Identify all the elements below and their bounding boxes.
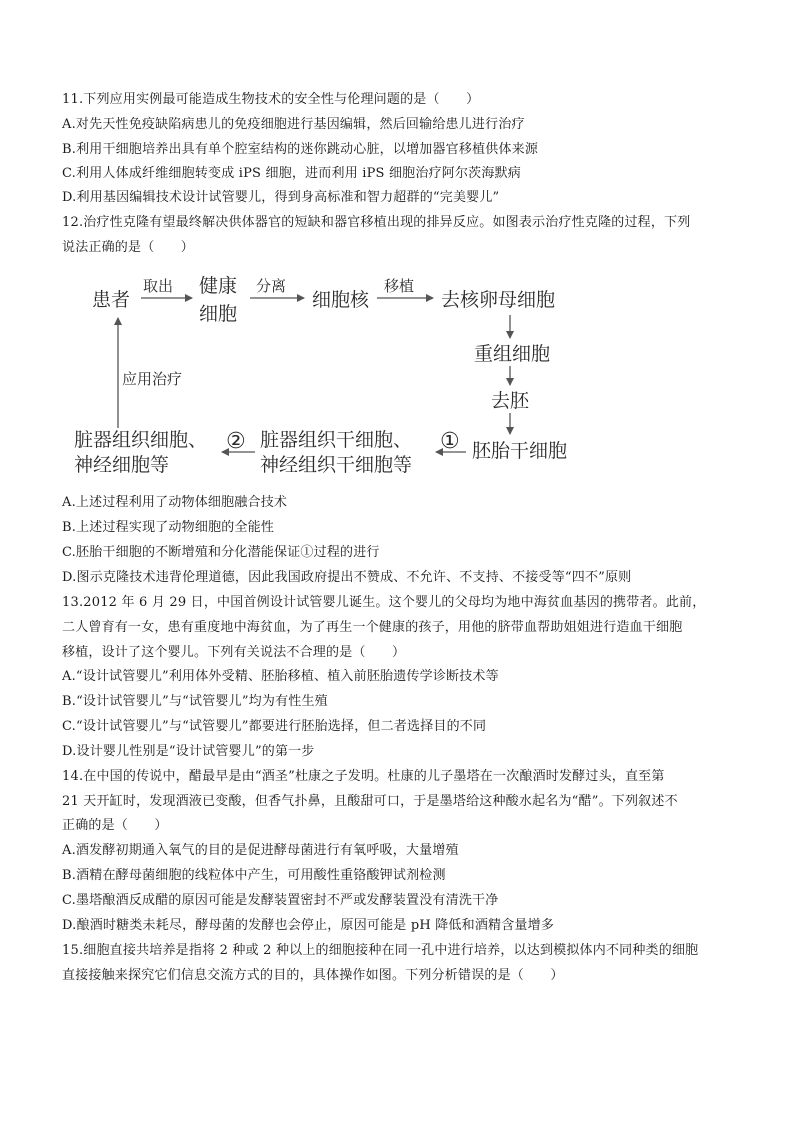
q13-option-b: B.“设计试管婴儿”与“试管婴儿”均为有性生殖 bbox=[62, 694, 328, 709]
edge-label-step1: ① bbox=[440, 429, 460, 454]
q13-option-a: A.“设计试管婴儿”利用体外受精、胚胎移植、植入前胚胎遗传学诊断技术等 bbox=[62, 669, 499, 684]
q13-stem-line3: 移植，设计了这个婴儿。下列有关说法不合理的是（ ） bbox=[62, 645, 406, 660]
q11-option-d: D.利用基因编辑技术设计试管婴儿，得到身高标准和智力超群的“完美婴儿” bbox=[62, 190, 500, 205]
node-patient: 患者 bbox=[92, 289, 131, 311]
node-stem-cells-line1: 脏器组织干细胞、 bbox=[260, 429, 413, 451]
q12-stem-line1: 12.治疗性克隆有望最终解决供体器官的短缺和器官移植出现的排异反应。如图表示治疗性克隆的过程，下列 bbox=[62, 215, 691, 230]
q14-stem-line3: 正确的是（ ） bbox=[62, 818, 168, 833]
node-healthy-cell-line1: 健康 bbox=[199, 275, 238, 297]
q11-stem: 11.下列应用实例最可能造成生物技术的安全性与伦理问题的是（ ） bbox=[62, 92, 480, 107]
q14-option-a: A.酒发酵初期通入氧气的目的是促进酵母菌进行有氧呼吸，大量增殖 bbox=[62, 843, 459, 858]
edge-label-separate: 分离 bbox=[256, 277, 287, 295]
node-healthy-cell-line2: 细胞 bbox=[199, 303, 238, 325]
q14-stem-line1: 14.在中国的传说中，醋最早是由“酒圣”杜康之子发明。杜康的儿子墨塔在一次酿酒时发酵过头，直至第 bbox=[62, 769, 665, 784]
q12-option-a: A.上述过程利用了动物体细胞融合技术 bbox=[62, 495, 288, 510]
node-stem-cells-line2: 神经组织干细胞等 bbox=[260, 454, 413, 476]
node-tissue-cells-line2: 神经细胞等 bbox=[74, 454, 170, 476]
q11-option-b: B.利用干细胞培养出具有单个腔室结构的迷你跳动心脏，以增加器官移植供体来源 bbox=[62, 142, 539, 157]
q13-stem-line1: 13.2012 年 6 月 29 日，中国首例设计试管婴儿诞生。这个婴儿的父母均为地中海贫血基因的携带者。此前， bbox=[62, 595, 706, 610]
q12-option-d: D.图示克隆技术违背伦理道德，因此我国政府提出不赞成、不允许、不支持、不接受等“四不”原则 bbox=[62, 570, 632, 585]
node-embryonic-stem-cell: 胚胎干细胞 bbox=[472, 440, 568, 462]
q12-option-c: C.胚胎干细胞的不断增殖和分化潜能保证①过程的进行 bbox=[62, 545, 380, 560]
q15-stem-line2: 直接接触来探究它们信息交流方式的目的，具体操作如图。下列分析错误的是（ ） bbox=[62, 968, 564, 983]
edge-label-take-out: 取出 bbox=[143, 277, 174, 295]
edge-label-step2: ② bbox=[226, 429, 246, 454]
q13-option-c: C.“设计试管婴儿”与“试管婴儿”都要进行胚胎选择，但二者选择目的不同 bbox=[62, 719, 487, 734]
q11-option-c: C.利用人体成纤维细胞转变成 iPS 细胞，进而利用 iPS 细胞治疗阿尔茨海默病 bbox=[62, 166, 521, 181]
q15-stem-line1: 15.细胞直接共培养是指将 2 种或 2 种以上的细胞接种在同一孔中进行培养，以达到模拟体内不同种类的细胞 bbox=[62, 943, 699, 958]
node-reconstructed-cell: 重组细胞 bbox=[474, 343, 551, 365]
q12-option-b: B.上述过程实现了动物细胞的全能性 bbox=[62, 520, 275, 535]
edge-label-treatment: 应用治疗 bbox=[122, 370, 183, 388]
q13-option-d: D.设计婴儿性别是“设计试管婴儿”的第一步 bbox=[62, 744, 315, 759]
q14-option-c: C.墨塔酿酒反成醋的原因可能是发酵装置密封不严或发酵装置没有清洗干净 bbox=[62, 893, 499, 908]
q12-stem-line2: 说法正确的是（ ） bbox=[62, 240, 195, 255]
q13-stem-line2: 二人曾育有一女，患有重度地中海贫血，为了再生一个健康的孩子，用他的脐带血帮助姐姐进行造血干细胞 bbox=[62, 620, 683, 635]
node-embryo: 去胚 bbox=[491, 390, 530, 412]
node-enucleated-oocyte: 去核卵母细胞 bbox=[441, 289, 556, 311]
q14-stem-line2: 21 天开缸时，发现酒液已变酸，但香气扑鼻，且酸甜可口，于是墨塔给这种酸水起名为“醋”。下列叙述不 bbox=[62, 794, 678, 809]
q14-option-b: B.酒精在酵母菌细胞的线粒体中产生，可用酸性重铬酸钾试剂检测 bbox=[62, 868, 446, 883]
edge-label-transplant: 移植 bbox=[384, 277, 415, 295]
node-tissue-cells-line1: 脏器组织细胞、 bbox=[74, 429, 208, 451]
node-nucleus: 细胞核 bbox=[312, 289, 370, 311]
q11-option-a: A.对先天性免疫缺陷病患儿的免疫细胞进行基因编辑，然后回输给患儿进行治疗 bbox=[62, 117, 525, 132]
q14-option-d: D.酿酒时糖类未耗尽，酵母菌的发酵也会停止，原因可能是 pH 降低和酒精含量增多 bbox=[62, 918, 555, 933]
